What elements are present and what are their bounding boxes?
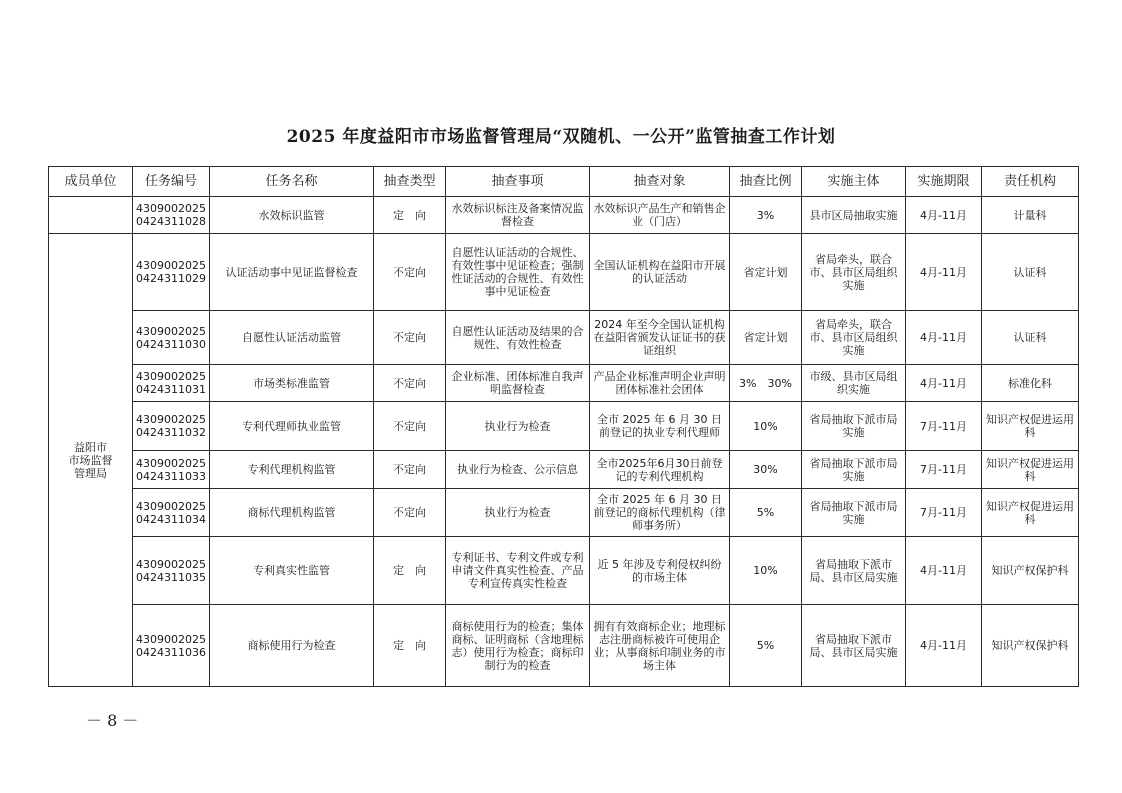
responsible-org-cell: 知识产权促进运用科	[982, 489, 1079, 537]
task-name-cell: 商标代理机构监管	[210, 489, 374, 537]
task-code-part2: 0424311030	[136, 337, 206, 351]
header-check-target: 抽查对象	[590, 167, 730, 197]
subject-cell: 省局抽取下派市局实施	[802, 489, 906, 537]
task-code-part1: 4309002025	[136, 499, 206, 513]
task-code-cell	[133, 605, 210, 687]
table-row	[49, 402, 1079, 451]
header-check-type: 抽查类型	[374, 167, 446, 197]
check-type-cell: 不定向	[374, 365, 446, 402]
task-code-cell	[133, 489, 210, 537]
task-code-part1: 4309002025	[136, 456, 206, 470]
task-name-cell: 水效标识监管	[210, 197, 374, 234]
task-code-part2: 0424311036	[136, 645, 206, 659]
task-code-part1: 4309002025	[136, 202, 206, 215]
header-check-items: 抽查事项	[446, 167, 590, 197]
table-row	[49, 197, 1079, 234]
task-code-part2: 0424311033	[136, 469, 206, 483]
table-row	[49, 605, 1079, 687]
check-items-cell: 执业行为检查、公示信息	[446, 451, 590, 489]
check-items-cell: 商标使用行为的检查；集体商标、证明商标（含地理标志）使用行为检查；商标印制行为的检查	[446, 605, 590, 687]
table-row	[49, 311, 1079, 365]
period-cell: 4月-11月	[906, 537, 982, 605]
check-items-cell: 自愿性认证活动的合规性、有效性事中见证检查；强制性证活动的合规性、有效性事中见证检查	[446, 234, 590, 311]
check-items-cell: 水效标识标注及备案情况监督检查	[446, 197, 590, 234]
task-name-cell: 专利真实性监管	[210, 537, 374, 605]
task-code-cell	[133, 537, 210, 605]
check-type-cell: 不定向	[374, 234, 446, 311]
period-cell: 7月-11月	[906, 451, 982, 489]
subject-cell: 省局牵头，联合市、县市区局组织实施	[802, 234, 906, 311]
task-name-cell: 认证活动事中见证监督检查	[210, 234, 374, 311]
check-target-cell: 全市 2025 年 6 月 30 日前登记的商标代理机构（律师事务所）	[590, 489, 730, 537]
check-type-cell: 不定向	[374, 489, 446, 537]
check-type-cell: 不定向	[374, 451, 446, 489]
check-target-cell: 全国认证机构在益阳市开展的认证活动	[590, 234, 730, 311]
subject-cell: 省局牵头，联合市、县市区局组织实施	[802, 311, 906, 365]
responsible-org-cell: 知识产权保护科	[982, 605, 1079, 687]
header-responsible-org: 责任机构	[982, 167, 1079, 197]
task-name-cell: 商标使用行为检查	[210, 605, 374, 687]
task-code-part1: 4309002025	[136, 259, 206, 272]
check-ratio-cell: 省定计划	[730, 311, 802, 365]
header-member-unit: 成员单位	[49, 167, 133, 197]
check-ratio-cell: 3%	[730, 197, 802, 234]
responsible-org-cell: 知识产权促进运用科	[982, 451, 1079, 489]
subject-cell: 省局抽取下派市局、县市区局实施	[802, 605, 906, 687]
header-row	[49, 167, 1079, 197]
task-name-cell: 自愿性认证活动监管	[210, 311, 374, 365]
task-code-part2: 0424311031	[136, 383, 206, 396]
task-code-part1: 4309002025	[136, 370, 206, 383]
task-code-cell	[133, 402, 210, 451]
check-ratio-cell: 5%	[730, 605, 802, 687]
task-code-part1: 4309002025	[136, 557, 206, 571]
task-code-part1: 4309002025	[136, 632, 206, 646]
check-ratio-cell: 省定计划	[730, 234, 802, 311]
responsible-org-cell: 知识产权促进运用科	[982, 402, 1079, 451]
document-title: 2025 年度益阳市市场监督管理局“双随机、一公开”监管抽查工作计划	[286, 127, 836, 147]
header-task-code: 任务编号	[133, 167, 210, 197]
check-items-cell: 企业标准、团体标准自我声明监督检查	[446, 365, 590, 402]
task-code-part1: 4309002025	[136, 413, 206, 426]
check-type-cell: 定 向	[374, 197, 446, 234]
check-target-cell: 全市2025年6月30日前登记的专利代理机构	[590, 451, 730, 489]
task-name-cell: 专利代理机构监管	[210, 451, 374, 489]
subject-cell: 县市区局抽取实施	[802, 197, 906, 234]
member-unit-line: 市场监督	[68, 453, 113, 467]
task-code-part1: 4309002025	[136, 324, 206, 338]
page-number: － 8 －	[86, 711, 139, 730]
check-ratio-cell: 3% 30%	[730, 365, 802, 402]
check-ratio-cell: 10%	[730, 402, 802, 451]
period-cell: 7月-11月	[906, 402, 982, 451]
subject-cell: 省局抽取下派市局、县市区局实施	[802, 537, 906, 605]
check-target-cell: 拥有有效商标企业；地理标志注册商标被许可使用企业；从事商标印制业务的市场主体	[590, 605, 730, 687]
task-code-part2: 0424311034	[136, 512, 206, 526]
period-cell: 4月-11月	[906, 605, 982, 687]
header-check-ratio: 抽查比例	[730, 167, 802, 197]
member-unit-cell	[49, 197, 133, 234]
check-type-cell: 定 向	[374, 537, 446, 605]
task-code-cell	[133, 197, 210, 234]
table-row	[49, 451, 1079, 489]
check-target-cell: 近 5 年涉及专利侵权纠纷的市场主体	[590, 537, 730, 605]
check-ratio-cell: 30%	[730, 451, 802, 489]
task-code-part2: 0424311028	[136, 215, 206, 228]
subject-cell: 省局抽取下派市局实施	[802, 402, 906, 451]
header-task-name: 任务名称	[210, 167, 374, 197]
check-type-cell: 不定向	[374, 402, 446, 451]
table-row	[49, 234, 1079, 311]
check-ratio-cell: 10%	[730, 537, 802, 605]
check-ratio-cell: 5%	[730, 489, 802, 537]
task-code-part2: 0424311032	[136, 426, 206, 439]
responsible-org-cell: 认证科	[982, 234, 1079, 311]
task-code-part2: 0424311029	[136, 272, 206, 285]
responsible-org-cell: 计量科	[982, 197, 1079, 234]
task-code-cell	[133, 451, 210, 489]
task-code-cell	[133, 311, 210, 365]
table-row	[49, 489, 1079, 537]
period-cell: 7月-11月	[906, 489, 982, 537]
responsible-org-cell: 认证科	[982, 311, 1079, 365]
table-row	[49, 537, 1079, 605]
check-type-cell: 不定向	[374, 311, 446, 365]
responsible-org-cell: 知识产权保护科	[982, 537, 1079, 605]
subject-cell: 市级、县市区局组织实施	[802, 365, 906, 402]
responsible-org-cell: 标准化科	[982, 365, 1079, 402]
task-code-part2: 0424311035	[136, 570, 206, 584]
check-items-cell: 专利证书、专利文件或专利申请文件真实性检查、产品专利宣传真实性检查	[446, 537, 590, 605]
check-target-cell: 全市 2025 年 6 月 30 日前登记的执业专利代理师	[590, 402, 730, 451]
period-cell: 4月-11月	[906, 197, 982, 234]
check-items-cell: 自愿性认证活动及结果的合规性、有效性检查	[446, 311, 590, 365]
member-unit-line: 管理局	[74, 466, 107, 480]
header-period: 实施期限	[906, 167, 982, 197]
period-cell: 4月-11月	[906, 365, 982, 402]
check-type-cell: 定 向	[374, 605, 446, 687]
task-name-cell: 市场类标准监管	[210, 365, 374, 402]
check-target-cell: 水效标识产品生产和销售企业（门店）	[590, 197, 730, 234]
task-code-cell	[133, 234, 210, 311]
inspection-plan-table	[48, 166, 1079, 687]
check-target-cell: 2024 年至今全国认证机构在益阳省颁发认证证书的获证组织	[590, 311, 730, 365]
header-subject: 实施主体	[802, 167, 906, 197]
period-cell: 4月-11月	[906, 311, 982, 365]
period-cell: 4月-11月	[906, 234, 982, 311]
task-name-cell: 专利代理师执业监管	[210, 402, 374, 451]
member-unit-line: 益阳市	[74, 440, 107, 454]
subject-cell: 省局抽取下派市局实施	[802, 451, 906, 489]
check-target-cell: 产品企业标准声明企业声明团体标准社会团体	[590, 365, 730, 402]
check-items-cell: 执业行为检查	[446, 489, 590, 537]
table-row	[49, 365, 1079, 402]
member-unit-merged-cell	[49, 234, 133, 687]
check-items-cell: 执业行为检查	[446, 402, 590, 451]
task-code-cell	[133, 365, 210, 402]
